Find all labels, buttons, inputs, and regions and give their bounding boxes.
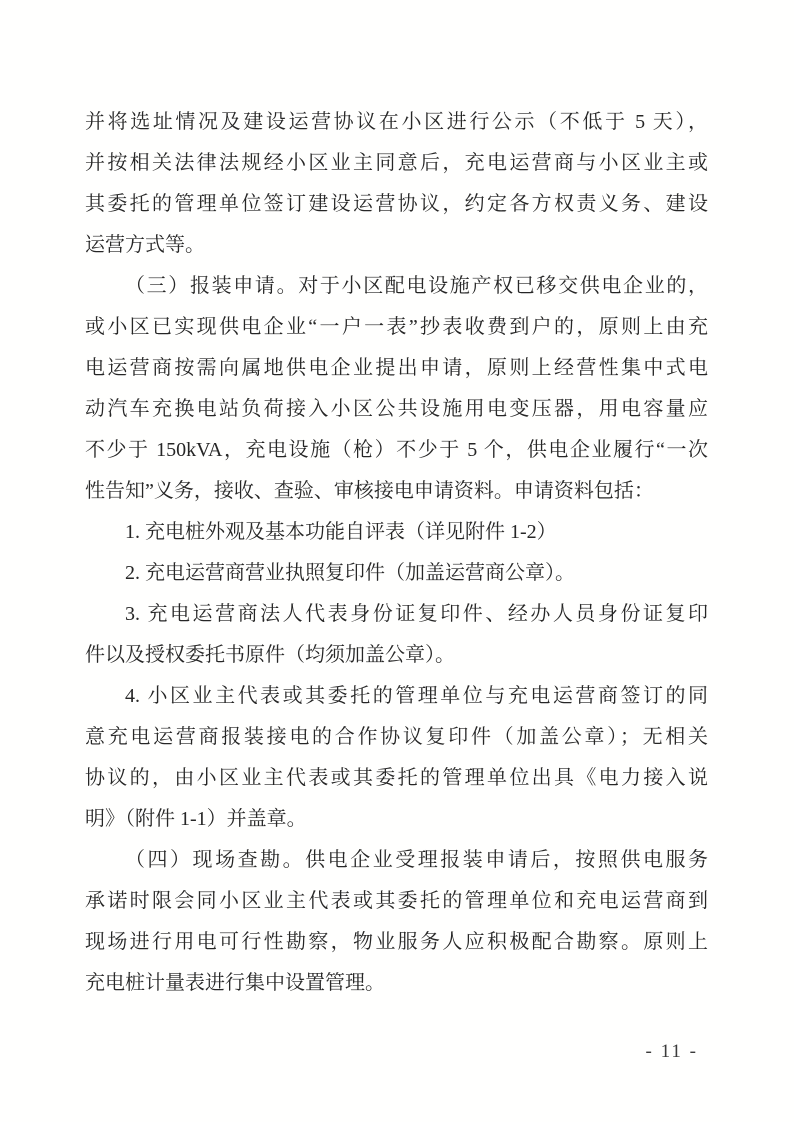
text-line: 运营方式等。 — [85, 234, 205, 256]
text-line: （三）报装申请。对于小区配电设施产权已移交供电企业的， — [125, 275, 708, 297]
text-line: 性告知”义务，接收、查验、审核接电申请资料。申请资料包括： — [85, 480, 654, 502]
text-line: 2. 充电运营商营业执照复印件（加盖运营商公章）。 — [125, 562, 575, 584]
text-line: 动汽车充换电站负荷接入小区公共设施用电变压器，用电容量应 — [85, 398, 708, 420]
text-line: 意充电运营商报装接电的合作协议复印件（加盖公章）；无相关 — [85, 726, 708, 748]
text-line: 明》（附件 1-1）并盖章。 — [85, 808, 307, 830]
text-line: 充电桩计量表进行集中设置管理。 — [85, 972, 385, 994]
paragraph — [85, 594, 708, 676]
text-line: 3. 充电运营商法人代表身份证复印件、经办人员身份证复印 — [125, 603, 708, 625]
document-body — [85, 102, 708, 1004]
text-line: 协议的，由小区业主代表或其委托的管理单位出具《电力接入说 — [85, 767, 708, 789]
text-line: 4. 小区业主代表或其委托的管理单位与充电运营商签订的同 — [125, 685, 708, 707]
text-line: 电运营商按需向属地供电企业提出申请，原则上经营性集中式电 — [85, 357, 708, 379]
text-line: 1. 充电桩外观及基本功能自评表（详见附件 1-2） — [125, 521, 557, 543]
text-line: 不少于 150kVA，充电设施（枪）不少于 5 个，供电企业履行“一次 — [85, 439, 708, 461]
paragraph — [85, 676, 708, 840]
text-line: 承诺时限会同小区业主代表或其委托的管理单位和充电运营商到 — [85, 890, 708, 912]
paragraph — [85, 266, 708, 512]
text-line: 并将选址情况及建设运营协议在小区进行公示（不低于 5 天）， — [85, 111, 708, 133]
paragraph — [85, 102, 708, 266]
paragraph — [85, 512, 708, 553]
text-line: 件以及授权委托书原件（均须加盖公章）。 — [85, 644, 455, 666]
text-line: 其委托的管理单位签订建设运营协议，约定各方权责义务、建设 — [85, 193, 708, 215]
text-line: 现场进行用电可行性勘察，物业服务人应积极配合勘察。原则上 — [85, 931, 708, 953]
paragraph — [85, 553, 708, 594]
text-line: 并按相关法律法规经小区业主同意后，充电运营商与小区业主或 — [85, 152, 708, 174]
page-number: - 11 - — [645, 1041, 698, 1062]
text-line: （四）现场查勘。供电企业受理报装申请后，按照供电服务 — [125, 849, 708, 871]
paragraph — [85, 840, 708, 1004]
text-line: 或小区已实现供电企业“一户一表”抄表收费到户的，原则上由充 — [85, 316, 708, 338]
